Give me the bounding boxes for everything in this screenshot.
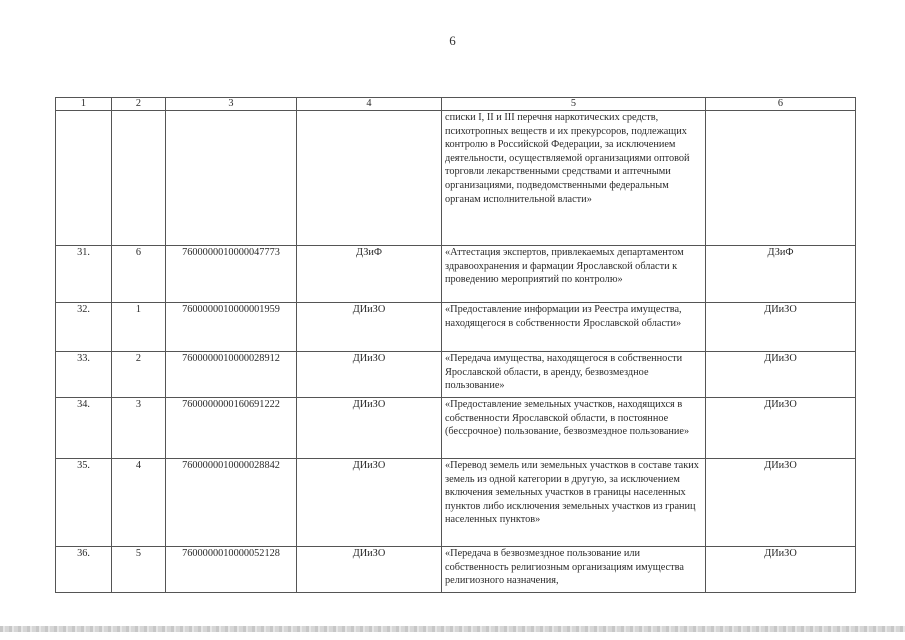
header-row — [56, 98, 856, 111]
service-code: 7600000010000001959 — [166, 303, 297, 352]
department: ДИиЗО — [297, 352, 442, 398]
services-table — [55, 97, 856, 593]
row-subnumber: 1 — [112, 303, 166, 352]
row-number — [56, 111, 112, 246]
responsible-department — [706, 111, 856, 246]
service-code: 7600000010000028842 — [166, 459, 297, 547]
responsible-department: ДИиЗО — [706, 459, 856, 547]
table-row — [56, 111, 856, 246]
service-description: «Предоставление информации из Реестра имущества, находящегося в собственности Ярославской области» — [442, 303, 706, 352]
department: ДИиЗО — [297, 398, 442, 459]
responsible-department: ДИиЗО — [706, 547, 856, 593]
header-cell-5: 5 — [442, 98, 706, 111]
header-cell-2: 2 — [112, 98, 166, 111]
service-description: «Передача имущества, находящегося в собственности Ярославской области, в аренду, безвозмездное пользование» — [442, 352, 706, 398]
row-number: 36. — [56, 547, 112, 593]
table-body — [56, 111, 856, 593]
service-description: «Перевод земель или земельных участков в составе таких земель из одной категории в другую, за исключением включения земельных участков в границы населенных пунктов либо исключения земельных участков из границ населенных пунктов» — [442, 459, 706, 547]
responsible-department: ДИиЗО — [706, 398, 856, 459]
service-description: «Аттестация экспертов, привлекаемых департаментом здравоохранения и фармации Ярославской области к проведению мероприятий по контролю» — [442, 246, 706, 303]
responsible-department: ДЗиФ — [706, 246, 856, 303]
header-cell-6: 6 — [706, 98, 856, 111]
row-number: 32. — [56, 303, 112, 352]
header-cell-1: 1 — [56, 98, 112, 111]
department — [297, 111, 442, 246]
service-code: 7600000000160691222 — [166, 398, 297, 459]
row-subnumber: 6 — [112, 246, 166, 303]
table-row — [56, 398, 856, 459]
service-description: «Предоставление земельных участков, находящихся в собственности Ярославской области, в постоянное (бессрочное) пользование, безвозмездное пользование» — [442, 398, 706, 459]
row-number: 34. — [56, 398, 112, 459]
table-row — [56, 547, 856, 593]
responsible-department: ДИиЗО — [706, 303, 856, 352]
department: ДИиЗО — [297, 547, 442, 593]
responsible-department: ДИиЗО — [706, 352, 856, 398]
service-description: «Передача в безвозмездное пользование или собственность религиозным организациям имущества религиозного назначения, — [442, 547, 706, 593]
service-code — [166, 111, 297, 246]
department: ДИиЗО — [297, 459, 442, 547]
header-cell-3: 3 — [166, 98, 297, 111]
row-subnumber: 4 — [112, 459, 166, 547]
department: ДЗиФ — [297, 246, 442, 303]
table-row — [56, 246, 856, 303]
table-row — [56, 303, 856, 352]
scan-edge-artifact — [0, 626, 905, 632]
row-number: 35. — [56, 459, 112, 547]
row-subnumber: 5 — [112, 547, 166, 593]
row-number: 31. — [56, 246, 112, 303]
service-code: 7600000010000052128 — [166, 547, 297, 593]
table-row — [56, 459, 856, 547]
header-cell-4: 4 — [297, 98, 442, 111]
table-header — [56, 98, 856, 111]
row-subnumber: 2 — [112, 352, 166, 398]
row-subnumber — [112, 111, 166, 246]
service-code: 7600000010000047773 — [166, 246, 297, 303]
page-number: 6 — [449, 33, 456, 48]
row-number: 33. — [56, 352, 112, 398]
service-code: 7600000010000028912 — [166, 352, 297, 398]
department: ДИиЗО — [297, 303, 442, 352]
table-row — [56, 352, 856, 398]
service-description: списки I, II и III перечня наркотических средств, психотропных веществ и их прекурсоров, подлежащих контролю в Российской Федерации, за исключением деятельности, осуществляемой организациями оптовой торговли лекарственными средствами и аптечными организациями, подведомственными федеральным органам исполнительной власти» — [442, 111, 706, 246]
row-subnumber: 3 — [112, 398, 166, 459]
